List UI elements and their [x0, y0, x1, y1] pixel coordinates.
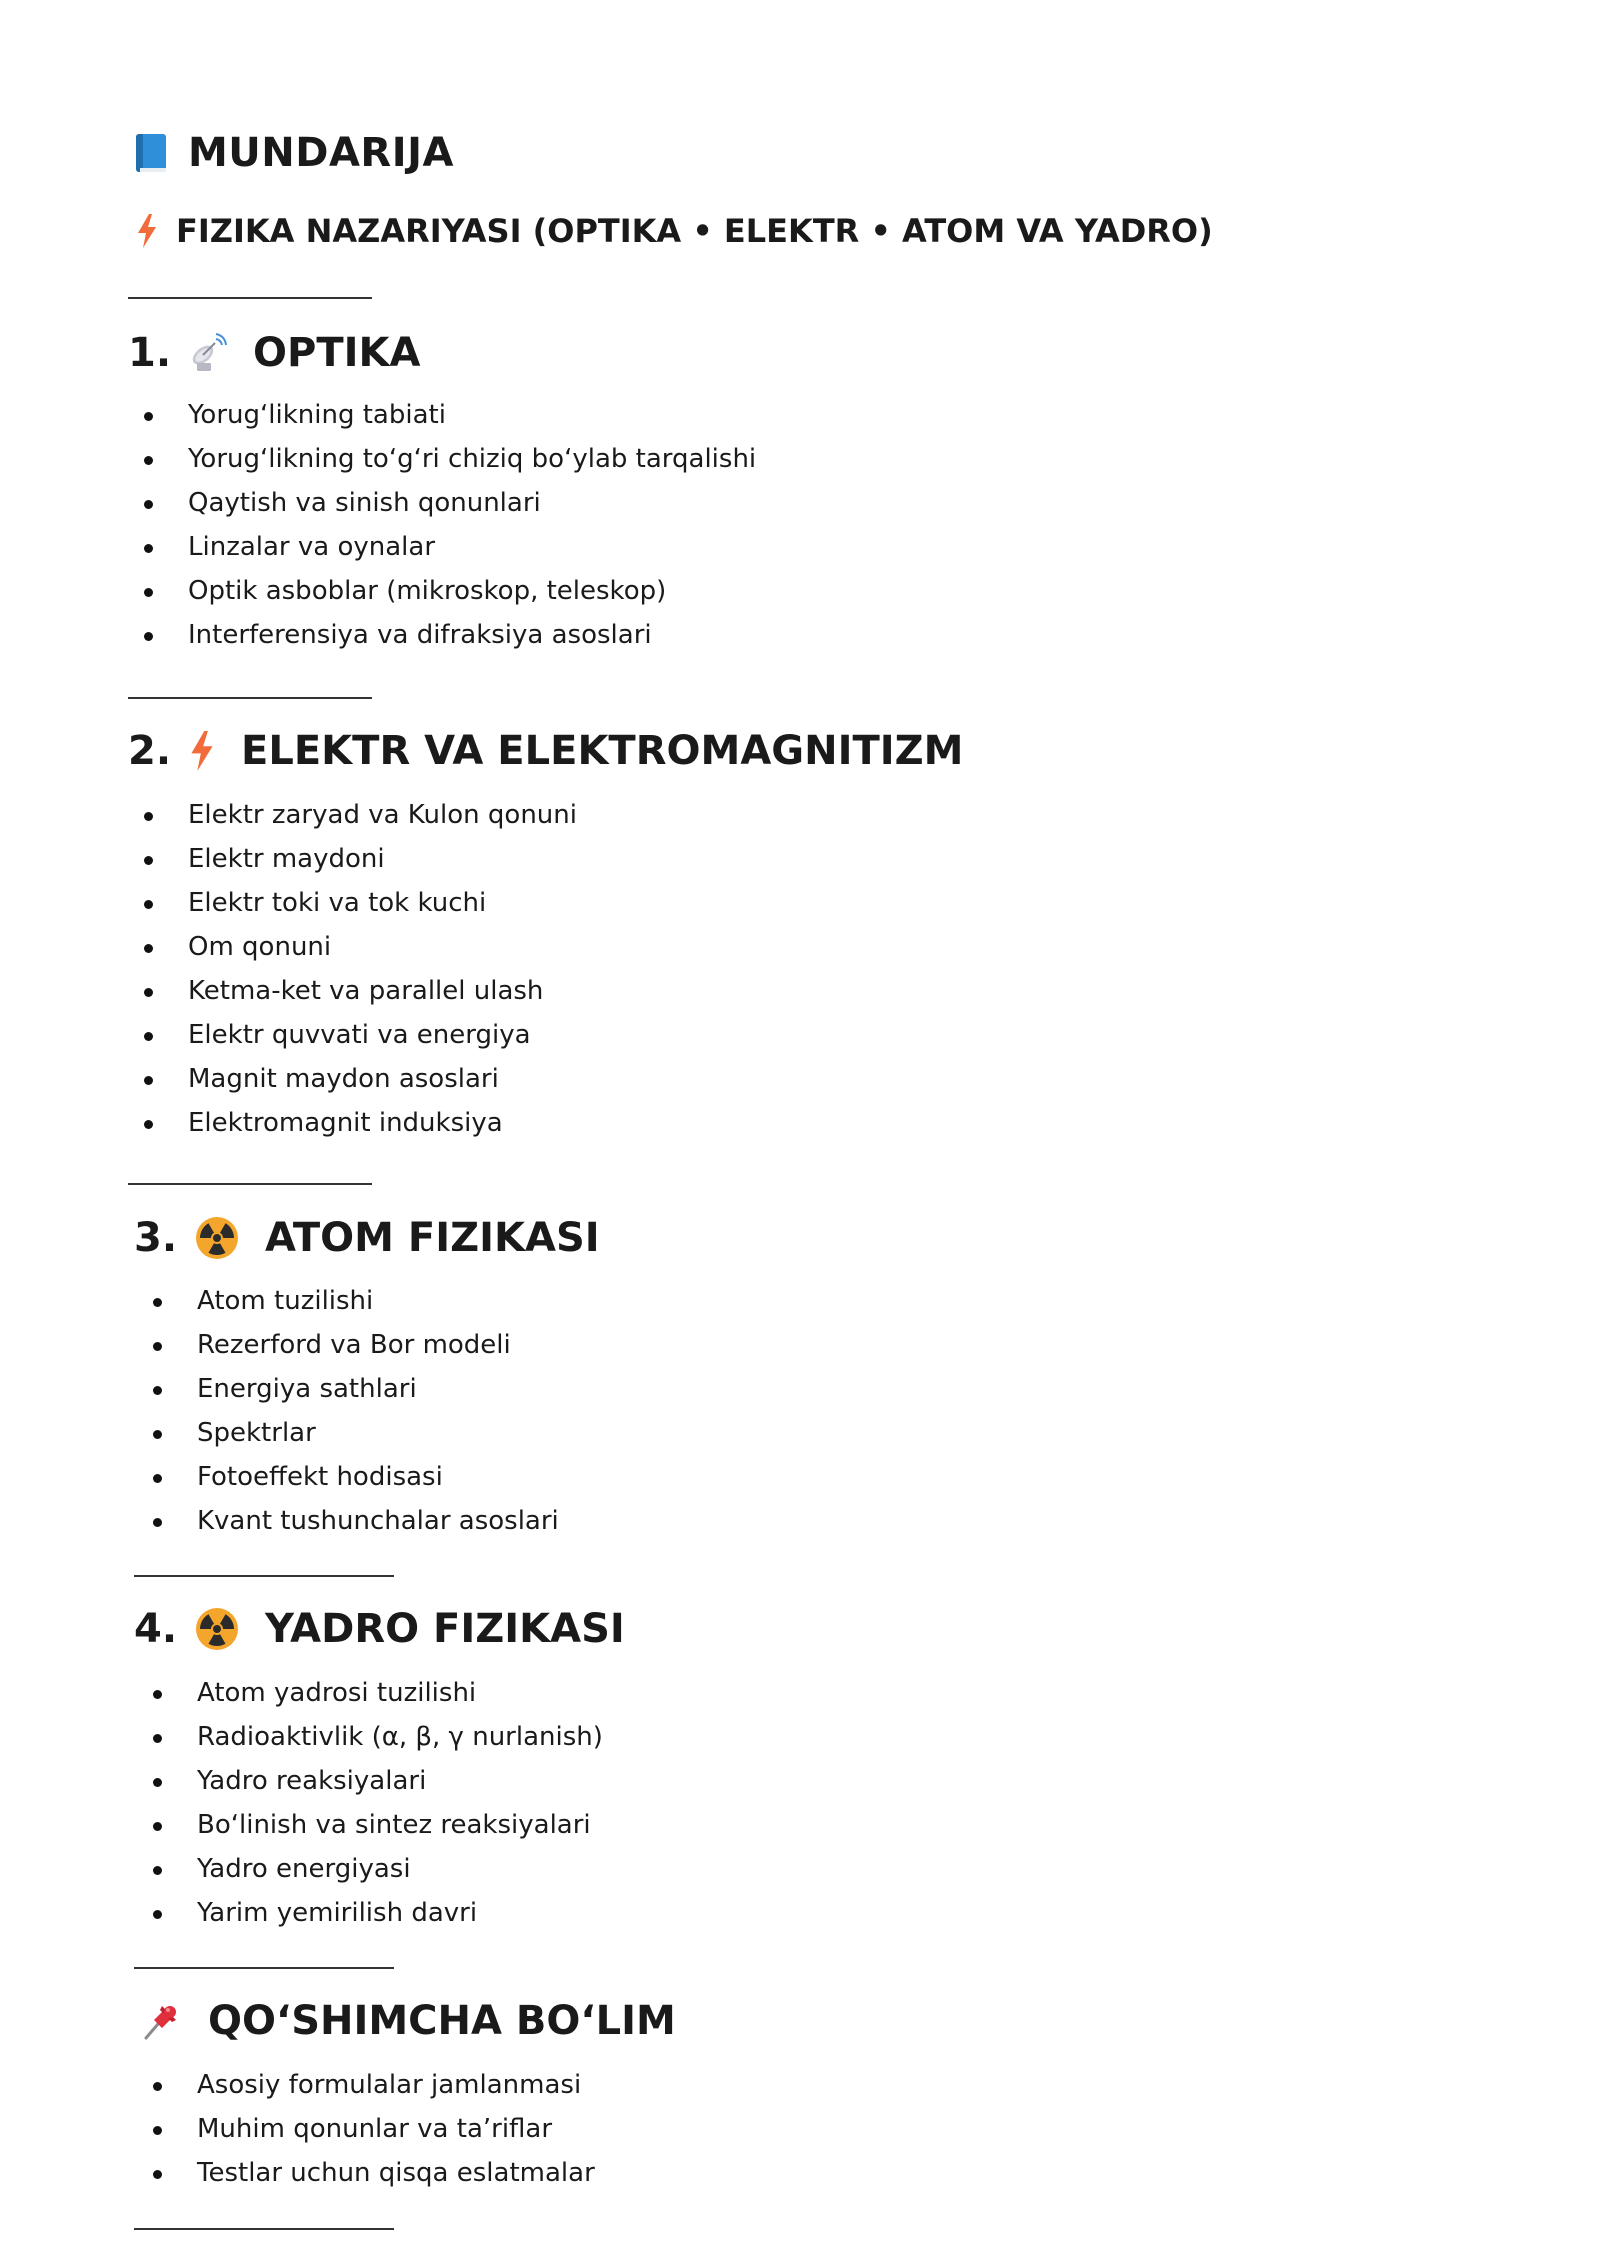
lightning-icon — [189, 731, 215, 771]
page-title — [136, 130, 454, 176]
divider — [134, 1575, 394, 1577]
section-number: 3. — [134, 1215, 178, 1261]
list-item: Atom tuzilishi — [145, 1279, 559, 1323]
section-list-extra — [145, 2063, 595, 2195]
list-item: Linzalar va oynalar — [136, 525, 756, 569]
lightning-icon — [136, 214, 158, 248]
divider — [134, 2228, 394, 2230]
pushpin-icon — [140, 2000, 182, 2042]
list-item: Yorug‘likning tabiati — [136, 393, 756, 437]
list-item: Qaytish va sinish qonunlari — [136, 481, 756, 525]
divider — [134, 1967, 394, 1969]
list-item: Magnit maydon asoslari — [136, 1057, 577, 1101]
list-item: Interferensiya va difraksiya asoslari — [136, 613, 756, 657]
list-item: Kvant tushunchalar asoslari — [145, 1499, 559, 1543]
list-item: Radioaktivlik (α, β, γ nurlanish) — [145, 1715, 603, 1759]
page-subtitle-text: FIZIKA NAZARIYASI (OPTIKA • ELEKTR • ATOM VA YADRO) — [176, 212, 1213, 250]
section-list-optika — [136, 393, 756, 657]
list-item: Elektr toki va tok kuchi — [136, 881, 577, 925]
list-item: Rezerford va Bor modeli — [145, 1323, 559, 1367]
section-heading-atom — [134, 1215, 600, 1261]
page-title-text: MUNDARIJA — [188, 130, 454, 176]
section-number: 1. — [128, 330, 172, 376]
section-number: 4. — [134, 1606, 178, 1652]
section-heading-yadro — [134, 1606, 625, 1652]
section-heading-extra — [140, 1998, 676, 2044]
section-heading-elektr — [128, 728, 963, 774]
divider — [128, 297, 372, 299]
radioactive-icon — [195, 1216, 239, 1260]
radioactive-icon — [195, 1607, 239, 1651]
satellite-dish-icon — [189, 333, 227, 373]
section-title: QO‘SHIMCHA BO‘LIM — [208, 1998, 676, 2044]
list-item: Yadro reaksiyalari — [145, 1759, 603, 1803]
divider — [128, 1183, 372, 1185]
list-item: Elektr zaryad va Kulon qonuni — [136, 793, 577, 837]
list-item: Elektr maydoni — [136, 837, 577, 881]
list-item: Spektrlar — [145, 1411, 559, 1455]
page-subtitle — [136, 212, 1213, 250]
list-item: Asosiy formulalar jamlanmasi — [145, 2063, 595, 2107]
list-item: Atom yadrosi tuzilishi — [145, 1671, 603, 1715]
list-item: Yorug‘likning to‘g‘ri chiziq bo‘ylab tarqalishi — [136, 437, 756, 481]
list-item: Energiya sathlari — [145, 1367, 559, 1411]
list-item: Elektr quvvati va energiya — [136, 1013, 577, 1057]
blue-book-icon — [136, 134, 166, 172]
list-item: Muhim qonunlar va ta’riflar — [145, 2107, 595, 2151]
section-title: ATOM FIZIKASI — [265, 1215, 600, 1261]
list-item: Testlar uchun qisqa eslatmalar — [145, 2151, 595, 2195]
list-item: Optik asboblar (mikroskop, teleskop) — [136, 569, 756, 613]
section-title: OPTIKA — [253, 330, 421, 376]
section-list-elektr — [136, 793, 577, 1145]
list-item: Bo‘linish va sintez reaksiyalari — [145, 1803, 603, 1847]
section-number: 2. — [128, 728, 172, 774]
section-list-yadro — [145, 1671, 603, 1935]
list-item: Yadro energiyasi — [145, 1847, 603, 1891]
list-item: Fotoeffekt hodisasi — [145, 1455, 559, 1499]
section-list-atom — [145, 1279, 559, 1543]
section-heading-optika — [128, 330, 420, 376]
list-item: Ketma-ket va parallel ulash — [136, 969, 577, 1013]
section-title: ELEKTR VA ELEKTROMAGNITIZM — [241, 728, 964, 774]
list-item: Elektromagnit induksiya — [136, 1101, 577, 1145]
divider — [128, 697, 372, 699]
list-item: Om qonuni — [136, 925, 577, 969]
section-title: YADRO FIZIKASI — [265, 1606, 625, 1652]
list-item: Yarim yemirilish davri — [145, 1891, 603, 1935]
